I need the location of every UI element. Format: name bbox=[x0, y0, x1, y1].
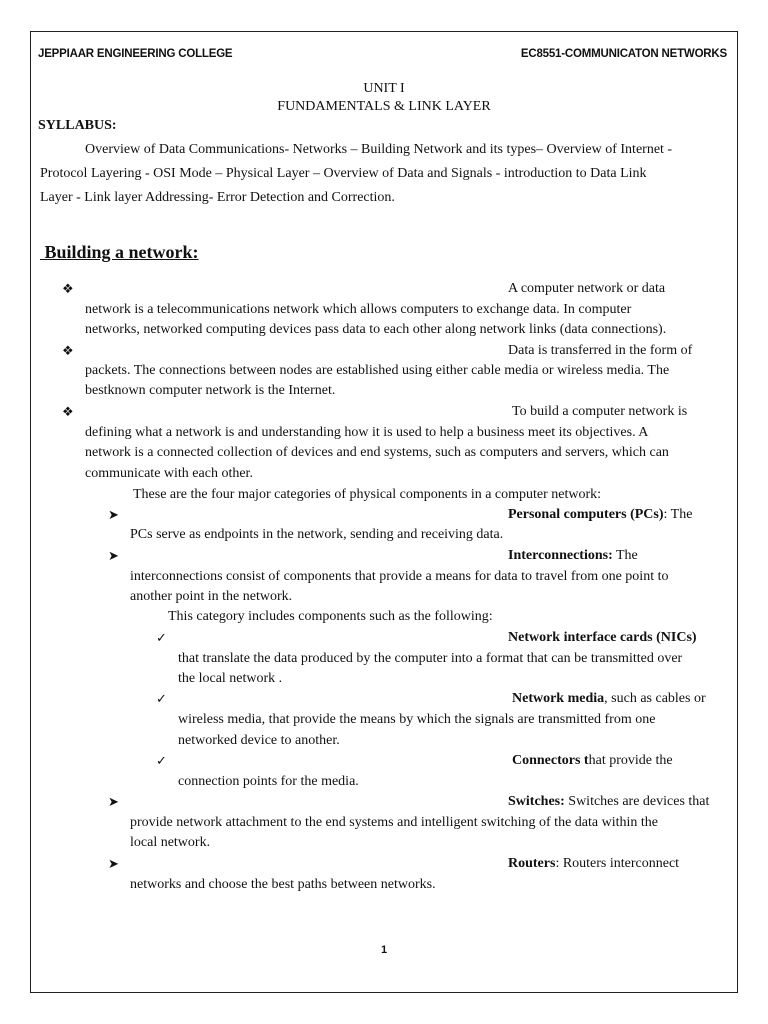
p2-lead: Data is transferred in the form of bbox=[508, 343, 693, 358]
switches-term: Switches: bbox=[508, 794, 565, 809]
media-term: Network media bbox=[512, 691, 605, 706]
arrow-bullet-icon: ➤ bbox=[108, 548, 119, 563]
diamond-bullet-icon: ❖ bbox=[62, 343, 74, 358]
page-number: 1 bbox=[380, 944, 388, 956]
checkmark-bullet-icon: ✓ bbox=[156, 691, 167, 706]
unit-number: UNIT I bbox=[363, 81, 405, 96]
pcs-term: Personal computers (PCs) bbox=[508, 507, 664, 522]
nics-line: the local network . bbox=[178, 671, 283, 686]
diamond-bullet-icon: ❖ bbox=[62, 281, 74, 296]
header-college: JEPPIAAR ENGINEERING COLLEGE bbox=[38, 48, 233, 60]
p3-line: communicate with each other. bbox=[85, 466, 253, 481]
pcs-rest: : The bbox=[663, 507, 693, 522]
p3-lead: To build a computer network is bbox=[512, 404, 688, 419]
p3-line: network is a connected collection of devices and end systems, such as computers and servers, which can bbox=[85, 445, 669, 460]
connectors-rest: hat provide the bbox=[588, 753, 673, 768]
interconnections-rest: The bbox=[612, 548, 638, 563]
syllabus-label: SYLLABUS: bbox=[38, 118, 117, 133]
checkmark-bullet-icon: ✓ bbox=[156, 753, 167, 768]
p1-lead: A computer network or data bbox=[508, 281, 666, 296]
syllabus-line: Layer - Link layer Addressing- Error Detection and Correction. bbox=[40, 190, 395, 205]
pcs-line: PCs serve as endpoints in the network, sending and receiving data. bbox=[130, 527, 504, 542]
components-intro: These are the four major categories of physical components in a computer network: bbox=[133, 487, 602, 502]
p3-line: defining what a network is and understanding how it is used to help a business meet its objectives. A bbox=[85, 425, 649, 440]
header-course: EC8551-COMMUNICATON NETWORKS bbox=[520, 48, 727, 60]
interconnections-line: interconnections consist of components that provide a means for data to travel from one point to bbox=[130, 569, 669, 584]
section-heading: Building a network: bbox=[40, 242, 199, 262]
p1-line: network is a telecommunications network which allows computers to exchange data. In computer bbox=[85, 302, 632, 317]
arrow-bullet-icon: ➤ bbox=[108, 507, 119, 522]
connectors-term: Connectors t bbox=[512, 753, 589, 768]
arrow-bullet-icon: ➤ bbox=[108, 856, 119, 871]
routers-line: networks and choose the best paths between networks. bbox=[130, 877, 436, 892]
interconnections-term: Interconnections: bbox=[508, 548, 613, 563]
syllabus-line: Overview of Data Communications- Networks – Building Network and its types– Overview of Internet - bbox=[85, 142, 673, 157]
connectors-line: connection points for the media. bbox=[178, 774, 359, 789]
routers-term: Routers bbox=[508, 856, 556, 871]
switches-line: provide network attachment to the end systems and intelligent switching of the data within the bbox=[130, 815, 658, 830]
p2-line: bestknown computer network is the Internet. bbox=[85, 383, 336, 398]
media-line: networked device to another. bbox=[178, 733, 340, 748]
p2-line: packets. The connections between nodes are established using either cable media or wireless media. The bbox=[85, 363, 670, 378]
interconnections-line: another point in the network. bbox=[130, 589, 293, 604]
includes-line: This category includes components such as the following: bbox=[168, 609, 493, 624]
nics-line: that translate the data produced by the computer into a format that can be transmitted over bbox=[178, 651, 683, 666]
switches-rest: Switches are devices that bbox=[564, 794, 710, 809]
switches-line: local network. bbox=[130, 835, 211, 850]
routers-rest: : Routers interconnect bbox=[555, 856, 680, 871]
media-rest: , such as cables or bbox=[604, 691, 706, 706]
diamond-bullet-icon: ❖ bbox=[62, 404, 74, 419]
checkmark-bullet-icon: ✓ bbox=[156, 630, 167, 645]
arrow-bullet-icon: ➤ bbox=[108, 794, 119, 809]
p1-line: networks, networked computing devices pass data to each other along network links (data connections). bbox=[85, 322, 667, 337]
syllabus-line: Protocol Layering - OSI Mode – Physical Layer – Overview of Data and Signals - introduction to Data Link bbox=[40, 166, 647, 181]
unit-title: FUNDAMENTALS & LINK LAYER bbox=[277, 99, 491, 114]
nics-term: Network interface cards (NICs) bbox=[508, 630, 697, 645]
media-line: wireless media, that provide the means by which the signals are transmitted from one bbox=[178, 712, 656, 727]
